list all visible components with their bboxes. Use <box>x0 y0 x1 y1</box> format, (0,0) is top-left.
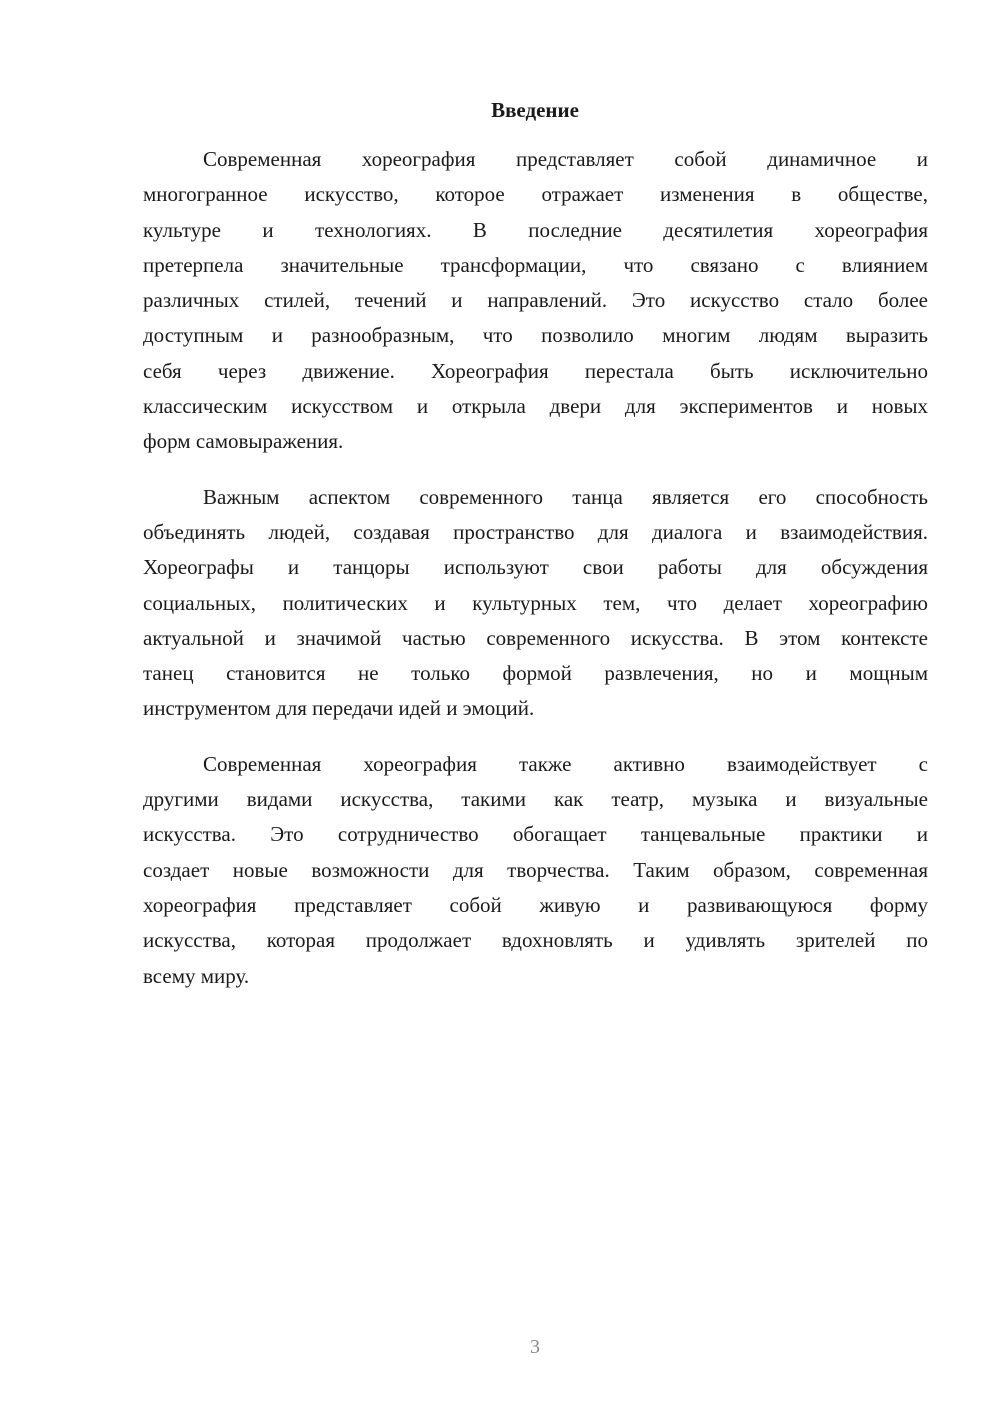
paragraph <box>143 142 928 460</box>
text-line: искусства. Это сотрудничество обогащает танцевальные практики и <box>143 822 928 847</box>
text-line: доступным и разнообразным, что позволило многим людям выразить <box>143 323 928 348</box>
text-line: различных стилей, течений и направлений. Это искусство стало более <box>143 288 928 313</box>
text-line: Хореографы и танцоры используют свои работы для обсуждения <box>143 555 928 580</box>
paragraph <box>143 747 928 994</box>
text-line: классическим искусством и открыла двери для экспериментов и новых <box>143 394 928 419</box>
text-line: актуальной и значимой частью современного искусства. В этом контексте <box>143 625 928 650</box>
text-line: другими видами искусства, такими как театр, музыка и визуальные <box>143 787 928 812</box>
text-line: хореография представляет собой живую и развивающуюся форму <box>143 892 928 917</box>
text-line: социальных, политических и культурных тем, что делает хореографию <box>143 590 928 615</box>
text-line: Важным аспектом современного танца является его способность <box>203 484 928 509</box>
text-line: искусства, которая продолжает вдохновлять и удивлять зрителей по <box>143 928 928 953</box>
text-line: Современная хореография также активно взаимодействует с <box>203 751 928 776</box>
text-line: себя через движение. Хореография перестала быть исключительно <box>143 358 928 383</box>
text-line: танец становится не только формой развлечения, но и мощным <box>143 661 928 686</box>
paragraph <box>143 480 928 727</box>
text-line: претерпела значительные трансформации, что связано с влиянием <box>143 252 928 277</box>
text-line: культуре и технологиях. В последние десятилетия хореография <box>143 217 928 242</box>
text-line: Современная хореография представляет собой динамичное и <box>203 147 928 171</box>
document-body <box>143 142 928 1014</box>
text-line: инструментом для передачи идей и эмоций. <box>143 696 535 721</box>
text-line: создает новые возможности для творчества. Таким образом, современная <box>143 857 928 882</box>
text-line: многогранное искусство, которое отражает изменения в обществе, <box>143 182 928 207</box>
text-line: всему миру. <box>143 963 250 988</box>
text-line: форм самовыражения. <box>143 429 344 454</box>
page-number: 3 <box>530 1336 540 1358</box>
text-line: объединять людей, создавая пространство для диалога и взаимодействия. <box>143 519 928 544</box>
section-heading: Введение <box>491 98 579 122</box>
